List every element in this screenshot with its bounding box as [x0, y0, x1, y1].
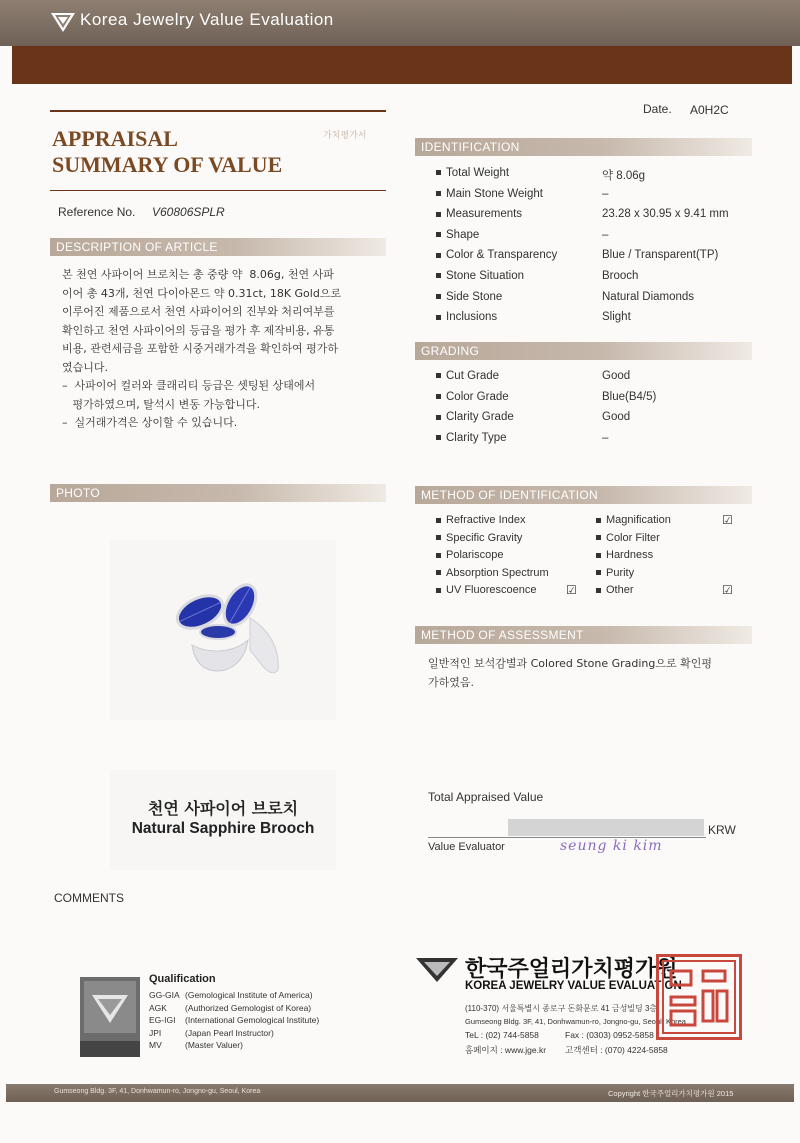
- product-photo: [110, 540, 336, 720]
- institute-web: 홈페이지 : www.jge.kr: [465, 1045, 547, 1055]
- method-label: Absorption Spectrum: [446, 566, 549, 579]
- reference-label: Reference No.: [58, 205, 136, 219]
- bullet-icon: [436, 273, 441, 278]
- method-row: [436, 549, 586, 567]
- method-label: Magnification: [606, 514, 671, 526]
- bullet-icon: [436, 535, 441, 540]
- spec-label: Total Weight: [446, 167, 510, 179]
- bullet-icon: [436, 212, 441, 217]
- description-line: 평가하였으며, 탈석시 변동 가능합니다.: [62, 397, 260, 411]
- bullet-icon: [436, 415, 441, 420]
- spec-label: Cut Grade: [446, 370, 500, 382]
- method-label: Polariscope: [446, 549, 504, 562]
- doc-title: [52, 126, 282, 178]
- redacted-value: [508, 819, 704, 836]
- institute-logo-icon: [414, 956, 460, 984]
- bullet-icon: [436, 232, 441, 237]
- spec-row: [436, 249, 756, 270]
- qualification-item: [149, 990, 349, 1003]
- qualification-item: [149, 1040, 349, 1053]
- spec-label: Inclusions: [446, 311, 498, 324]
- spec-label: Stone Situation: [446, 269, 525, 282]
- spec-row: [436, 391, 756, 412]
- method-row: [596, 532, 746, 550]
- spec-value: Brooch: [602, 269, 639, 282]
- method-row: [436, 567, 586, 585]
- identification-heading: IDENTIFICATION: [415, 138, 752, 156]
- seal-icon: [659, 957, 739, 1037]
- bullet-icon: [596, 553, 601, 558]
- diamond-logo-icon: [50, 10, 76, 34]
- footer-address: Gumseong Bldg. 3F, 41, Donhwamun-ro, Jongno-gu, Seoul, Korea: [54, 1088, 261, 1095]
- spec-value: –: [602, 187, 609, 200]
- qualification-desc: (Master Valuer): [185, 1040, 243, 1051]
- method-row: [436, 514, 586, 532]
- spec-label: Clarity Grade: [446, 411, 514, 424]
- spec-label: Color & Transparency: [446, 249, 558, 262]
- method-label: Other: [606, 584, 634, 597]
- identification-list: [436, 167, 756, 332]
- institute-address-kr: (110-370) 서울특별시 종로구 돈화문로 41 금성빌딩 3층: [465, 1004, 658, 1013]
- institute-name-kr: 한국주얼리가치평가원: [465, 957, 678, 982]
- bullet-icon: [436, 294, 441, 299]
- spec-label: Shape: [446, 228, 480, 241]
- title-bottom-rule: [50, 190, 386, 191]
- qualification-list: [149, 990, 349, 1053]
- bullet-icon: [436, 253, 441, 258]
- institute-name-en: KOREA JEWELRY VALUE EVALUATION: [465, 980, 682, 992]
- doc-title-line1: APPRAISAL: [52, 126, 178, 151]
- qualification-code: GG-GIA: [149, 990, 180, 1000]
- spec-row: [436, 208, 756, 229]
- bullet-icon: [596, 570, 601, 575]
- checkbox-icon: ☑: [722, 513, 733, 527]
- title-top-rule: [50, 110, 386, 112]
- description-line: 이어 총 43개, 천연 다이아몬드 약 0.31ct, 18K Gold으로: [62, 286, 342, 300]
- header-accent-bar: [12, 46, 792, 84]
- bullet-icon: [596, 588, 601, 593]
- qualification-desc: (International Gemological Institute): [185, 1015, 320, 1026]
- sapphire-brooch-image: [110, 540, 336, 720]
- method-label: UV Fluorescoence: [446, 584, 537, 597]
- method-label: Purity: [606, 566, 635, 579]
- date-value: A0H2C: [690, 103, 729, 117]
- qualification-item: [149, 1015, 349, 1028]
- description-line: 비용, 관련세금을 포함한 시중거래가격을 확인하여 평가하: [62, 342, 339, 355]
- qualification-item: [149, 1028, 349, 1041]
- qualification-code: MV: [149, 1040, 162, 1051]
- bullet-icon: [436, 570, 441, 575]
- footer-copyright-label: Copyright: [608, 1089, 641, 1098]
- method-assessment-line1: 일반적인 보석감별과 Colored Stone Grading으로 확인평: [428, 657, 713, 670]
- qualification-desc: (Japan Pearl Instructor): [185, 1027, 274, 1038]
- qualification-code: JPI: [149, 1027, 162, 1038]
- method-row: [596, 567, 746, 585]
- photo-heading: PHOTO: [50, 484, 386, 502]
- korean-subtitle: 가치평가서: [323, 131, 367, 141]
- spec-row: [436, 188, 756, 209]
- institute-tel: TeL : (02) 744-5858: [465, 1030, 539, 1040]
- official-seal-stamp: [656, 954, 742, 1040]
- method-right-list: [596, 514, 746, 602]
- comments-label: COMMENTS: [54, 891, 124, 905]
- header-title: Korea Jewelry Value Evaluation: [80, 10, 334, 29]
- spec-row: [436, 411, 756, 432]
- reference-value: V60806SPLR: [152, 205, 225, 219]
- spec-row: [436, 311, 756, 332]
- bullet-icon: [436, 394, 441, 399]
- spec-value: –: [602, 228, 609, 241]
- checkbox-icon: ☑: [566, 583, 577, 598]
- total-value-label: Total Appraised Value: [428, 790, 544, 804]
- bullet-icon: [436, 588, 441, 593]
- description-heading: DESCRIPTION OF ARTICLE: [50, 238, 386, 256]
- photo-caption-en: Natural Sapphire Brooch: [131, 820, 315, 837]
- spec-label: Measurements: [446, 208, 523, 221]
- spec-row: [436, 432, 756, 453]
- spec-value: Blue / Transparent(TP): [602, 249, 719, 262]
- qualification-item: [149, 1003, 349, 1016]
- evaluator-signature: seung ki kim: [560, 838, 663, 854]
- description-body: [62, 266, 392, 433]
- method-row: [596, 549, 746, 567]
- description-line: 이루어진 제품으로서 천연 사파이어의 진부와 처리여부를: [62, 305, 335, 318]
- bullet-icon: [596, 535, 601, 540]
- spec-row: [436, 270, 756, 291]
- bullet-icon: [436, 170, 441, 175]
- header-bar: [0, 0, 800, 46]
- spec-value: Natural Diamonds: [602, 290, 695, 303]
- spec-row: [436, 167, 756, 188]
- method-row: [436, 584, 586, 602]
- spec-label: Clarity Type: [446, 431, 507, 444]
- spec-value: Good: [602, 370, 631, 382]
- qualification-code: AGK: [149, 1002, 167, 1013]
- spec-value: –: [602, 431, 609, 444]
- photo-caption-kr: 천연 사파이어 브로치: [147, 799, 299, 818]
- qualification-code: EG-IGI: [149, 1015, 176, 1026]
- bullet-icon: [436, 553, 441, 558]
- method-row: [436, 532, 586, 550]
- spec-label: Color Grade: [446, 390, 509, 403]
- doc-title-line2: SUMMARY OF VALUE: [52, 152, 283, 177]
- spec-label: Main Stone Weight: [446, 187, 543, 200]
- method-row: [596, 514, 746, 532]
- footer-bar: [6, 1084, 794, 1102]
- method-left-list: [436, 514, 586, 602]
- bullet-icon: [436, 373, 441, 378]
- bullet-icon: [436, 435, 441, 440]
- method-assessment-heading: METHOD OF ASSESSMENT: [415, 626, 752, 644]
- spec-label: Side Stone: [446, 290, 503, 303]
- grading-list: [436, 370, 756, 452]
- description-line: 확인하고 천연 사파이어의 등급을 평가 후 제작비용, 유통: [62, 323, 335, 337]
- description-line: 본 천연 사파이어 브로치는 총 중량 약 8.06g, 천연 사파: [62, 268, 334, 281]
- method-row: [596, 584, 746, 602]
- spec-row: [436, 370, 756, 391]
- institute-fax: Fax : (0303) 0952-5858: [565, 1030, 654, 1040]
- qualification-desc: (Gemological Institute of America): [185, 990, 313, 1000]
- qualification-desc: (Authorized Gemologist of Korea): [185, 1002, 312, 1013]
- footer-year: 2015: [716, 1089, 734, 1098]
- footer-copyright: [608, 1088, 733, 1099]
- bullet-icon: [436, 518, 441, 523]
- value-evaluator-label: Value Evaluator: [428, 841, 505, 853]
- spec-value: Slight: [602, 311, 631, 324]
- method-identification-heading: METHOD OF IDENTIFICATION: [415, 486, 752, 504]
- method-label: Specific Gravity: [446, 531, 523, 544]
- spec-row: [436, 229, 756, 250]
- method-label: Color Filter: [606, 531, 660, 544]
- bullet-icon: [436, 315, 441, 320]
- grading-heading: GRADING: [415, 342, 752, 360]
- description-line: – 사파이어 컬러와 클래리티 등급은 셋팅된 상태에서: [62, 379, 316, 392]
- date-label: Date.: [643, 102, 672, 116]
- description-line: 였습니다.: [62, 360, 109, 374]
- checkbox-icon: ☑: [722, 583, 733, 598]
- footer-copyright-name: 한국주얼리가치평가원: [642, 1089, 715, 1098]
- bullet-icon: [596, 518, 601, 523]
- method-label: Hardness: [606, 549, 654, 562]
- method-assessment-line2: 가하였음.: [428, 675, 475, 689]
- institute-center: 고객센터 : (070) 4224-5858: [565, 1045, 668, 1055]
- qualification-title: Qualification: [149, 973, 216, 985]
- currency-label: KRW: [708, 823, 736, 837]
- bullet-icon: [436, 191, 441, 196]
- spec-value: 23.28 x 30.95 x 9.41 mm: [602, 208, 729, 221]
- spec-value: Blue(B4/5): [602, 390, 657, 403]
- institute-address-en: Gumseong Bldg. 3F, 41, Donhwamun-ro, Jongno-gu, Seoul, Korea: [465, 1017, 686, 1026]
- spec-value: Good: [602, 411, 631, 424]
- method-assessment-text: [428, 655, 748, 692]
- method-label: Refractive Index: [446, 514, 526, 526]
- spec-row: [436, 291, 756, 312]
- qualification-diamond-icon: [80, 977, 140, 1037]
- description-line: – 실거래가격은 상이할 수 있습니다.: [62, 416, 238, 429]
- qualification-badge: [80, 977, 140, 1053]
- spec-value: 약 8.06g: [602, 170, 646, 182]
